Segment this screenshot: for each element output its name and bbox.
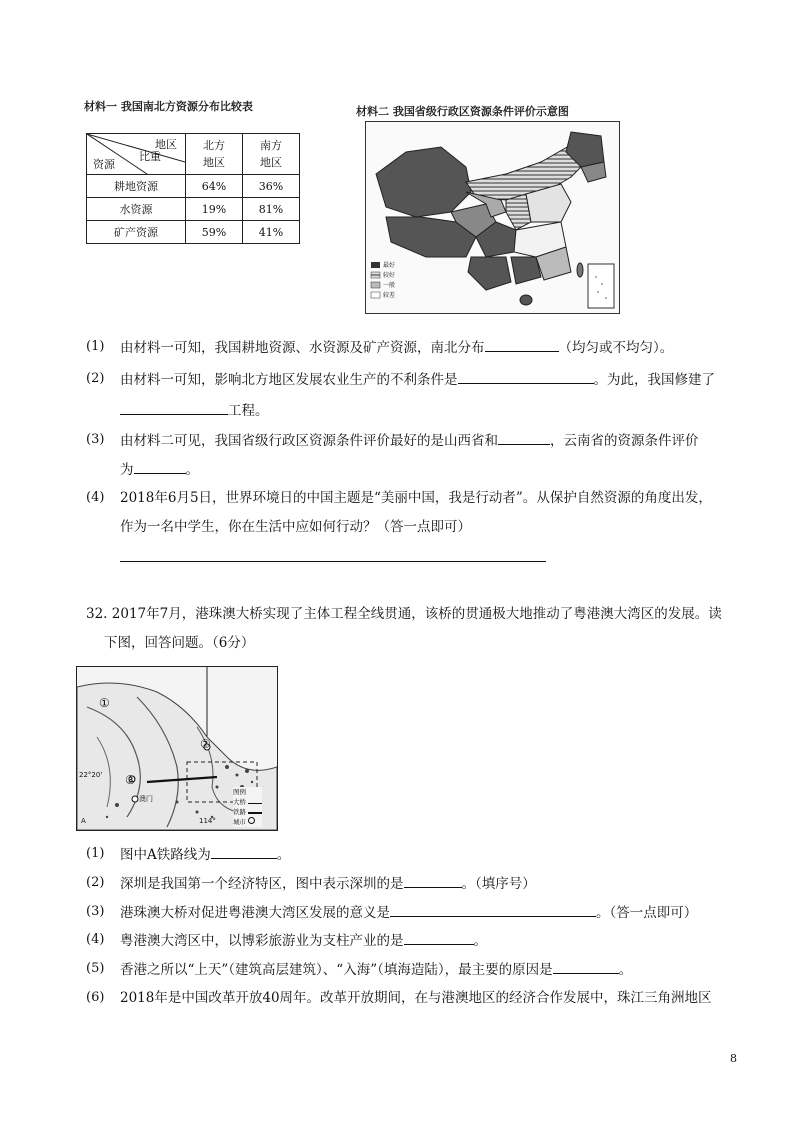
answer-blank[interactable] [120, 400, 228, 415]
railway-a-label: A [81, 817, 86, 825]
q31-2-line2 [120, 400, 269, 421]
row-name: 矿产资源 [87, 221, 186, 244]
q32-4 [120, 930, 487, 951]
q32-2-num: (2) [86, 875, 105, 890]
q32-1-after: 。 [276, 847, 291, 863]
row-name: 耕地资源 [87, 175, 186, 198]
q32-3-after: 。（答一点即可） [596, 905, 698, 921]
row-name: 水资源 [87, 198, 186, 221]
answer-blank[interactable] [498, 430, 550, 445]
q32-5 [120, 959, 632, 980]
q32-6: 2018年是中国改革开放40周年。改革开放期间，在与港澳地区的经济合作发展中，珠江三角洲地区 [120, 990, 712, 1006]
answer-blank[interactable] [390, 902, 596, 917]
q32-1 [120, 844, 290, 865]
circle-label-1: ① [99, 696, 110, 710]
q31-3-after: ，云南省的资源条件评价 [550, 433, 699, 449]
q32-5-text: 香港之所以“上天”（建筑高层建筑）、“入海”（填海造陆），最主要的原因是 [120, 962, 553, 978]
q31-2-num: (2) [86, 371, 105, 386]
q31-3-line2-pre: 为 [120, 462, 134, 478]
table-row [87, 198, 300, 221]
q32-2-after: 。（填序号） [461, 876, 536, 892]
q31-3-line2 [120, 459, 199, 480]
map-legend [371, 262, 380, 298]
q32-1-text: 图中A铁路线为 [120, 847, 211, 863]
china-resource-map [365, 121, 620, 314]
legend-city: 城市 [233, 818, 246, 826]
china-map-graphic [366, 122, 619, 313]
page-number: 8 [730, 1052, 737, 1065]
q32-stem-line2: 下图，回答问题。（6分） [104, 635, 255, 651]
q31-4-line2: 作为一名中学生，你在生活中应如何行动？（答一点即可） [120, 519, 471, 535]
q32-4-after: 。 [473, 933, 487, 949]
q31-1 [120, 337, 673, 358]
row-south: 41% [243, 221, 300, 244]
q31-2-after: 。为此，我国修建了 [593, 372, 715, 388]
row-south: 81% [243, 198, 300, 221]
legend-average: 一般 [383, 282, 396, 289]
col-north: 北方 地区 [186, 134, 243, 175]
legend-railway: 铁路 [233, 808, 246, 816]
q31-3-num: (3) [86, 432, 105, 447]
bay-map-legend [233, 787, 262, 827]
answer-blank[interactable] [553, 959, 619, 974]
circle-label-3: ③ [125, 773, 136, 787]
latitude-label: 22°20' [79, 771, 103, 779]
q32-2-text: 深圳是我国第一个经济特区，图中表示深圳的是 [120, 876, 404, 892]
material2-title: 材料二 我国省级行政区资源条件评价示意图 [356, 105, 569, 118]
circle-label-2: ② [200, 737, 211, 751]
q32-2 [120, 873, 536, 894]
q31-1-num: (1) [86, 339, 105, 354]
answer-line[interactable] [120, 561, 546, 562]
table-corner-cell [87, 134, 186, 175]
col-south: 南方 地区 [243, 134, 300, 175]
q32-5-num: (5) [86, 961, 105, 976]
q31-3 [120, 430, 699, 451]
row-north: 19% [186, 198, 243, 221]
q32-1-num: (1) [86, 846, 105, 861]
answer-blank[interactable] [404, 873, 462, 888]
q32-5-after: 。 [618, 962, 633, 978]
table-row [87, 221, 300, 244]
material1-title: 材料一 我国南北方资源分布比较表 [84, 100, 253, 113]
legend-bridge: 大桥 [233, 798, 246, 806]
header-ratio: 比重 [139, 150, 161, 163]
q32-6-num: (6) [86, 990, 105, 1005]
q32-3-num: (3) [86, 904, 105, 919]
q31-3-line2-text: 。 [185, 462, 199, 478]
q31-4: 2018年6月5日，世界环境日的中国主题是“美丽中国，我是行动者”。从保护自然资源的角度出发， [120, 490, 712, 506]
q31-2 [120, 369, 715, 390]
macau-label: 澳门 [139, 795, 153, 803]
answer-blank[interactable] [211, 844, 277, 859]
resource-table [86, 133, 300, 244]
q31-1-after: （均匀或不均匀）。 [558, 340, 674, 356]
legend-title: 图例 [233, 788, 246, 796]
answer-blank[interactable] [404, 930, 474, 945]
answer-blank[interactable] [485, 337, 559, 352]
legend-labels [383, 261, 395, 301]
legend-good: 较好 [383, 272, 396, 279]
header-resource: 资源 [93, 158, 115, 171]
answer-blank[interactable] [134, 459, 186, 474]
q31-2-line2-text: 工程。 [228, 403, 269, 419]
q31-3-text: 由材料二可见，我国省级行政区资源条件评价最好的是山西省和 [120, 433, 498, 449]
legend-best: 最好 [383, 262, 396, 269]
header-region: 地区 [155, 138, 177, 151]
q32-stem-line1: 32. 2017年7月，港珠澳大桥实现了主体工程全线贯通，该桥的贯通极大地推动了粤港澳大湾区的发展。读 [86, 606, 722, 622]
table-row [87, 175, 300, 198]
q32-3 [120, 902, 697, 923]
pearl-river-delta-map [76, 666, 278, 831]
longitude-label: 114° [199, 817, 216, 825]
q32-4-text: 粤港澳大湾区中，以博彩旅游业为支柱产业的是 [120, 933, 404, 949]
q31-4-num: (4) [86, 490, 105, 505]
legend-poor: 较差 [383, 292, 396, 299]
row-south: 36% [243, 175, 300, 198]
row-north: 59% [186, 221, 243, 244]
answer-blank[interactable] [458, 369, 594, 384]
q31-2-text: 由材料一可知，影响北方地区发展农业生产的不利条件是 [120, 372, 458, 388]
row-north: 64% [186, 175, 243, 198]
q31-1-text: 由材料一可知，我国耕地资源、水资源及矿产资源，南北分布 [120, 340, 485, 356]
q32-4-num: (4) [86, 932, 105, 947]
q32-3-text: 港珠澳大桥对促进粤港澳大湾区发展的意义是 [120, 905, 390, 921]
